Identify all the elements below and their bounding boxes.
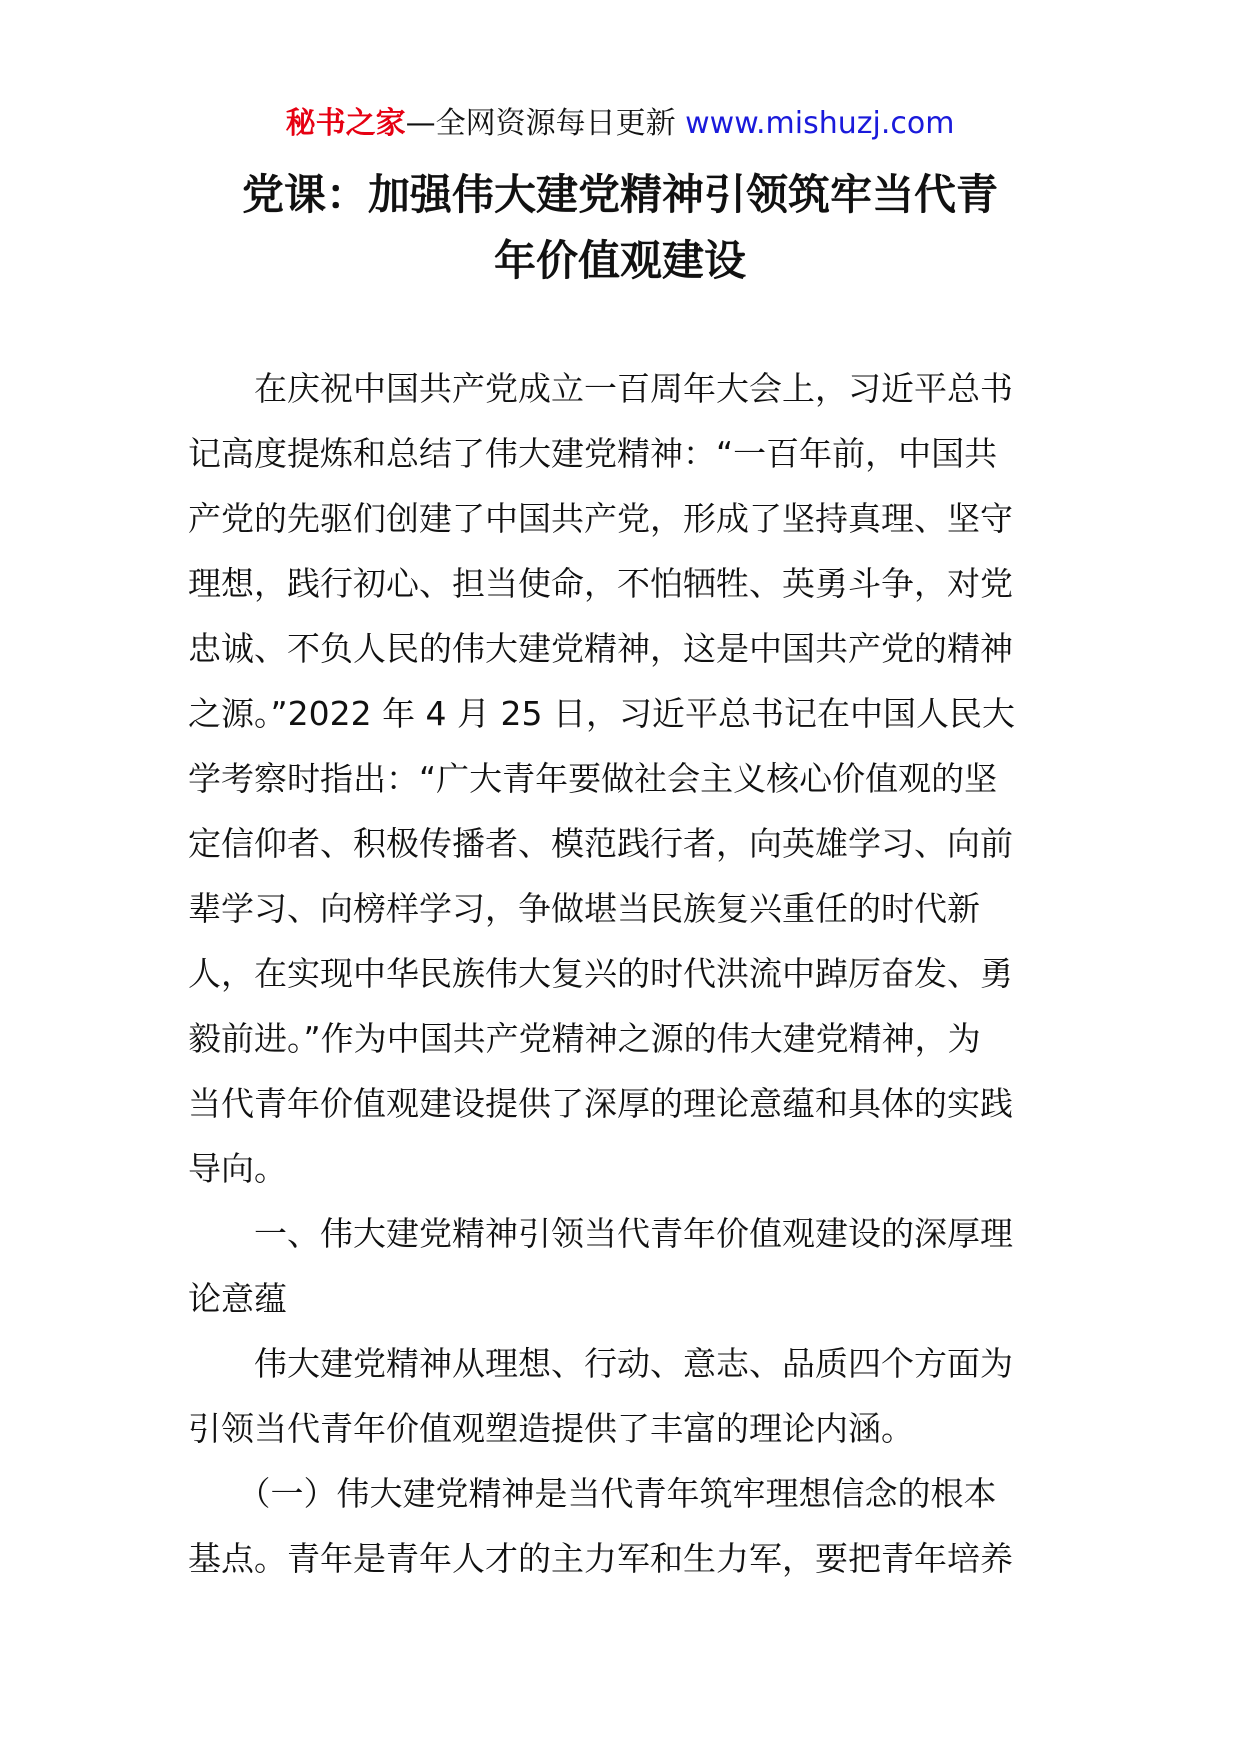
body-line: 导向。 xyxy=(188,1149,287,1188)
body-line: 伟大建党精神从理想、行动、意志、品质四个方面为 xyxy=(188,1344,1013,1383)
body-line: 毅前进。”作为中国共产党精神之源的伟大建党精神，为 xyxy=(188,1019,981,1058)
body-line: 记高度提炼和总结了伟大建党精神：“一百年前，中国共 xyxy=(188,434,998,473)
section-heading-line: 论意蕴 xyxy=(188,1279,287,1318)
body-line: 基点。青年是青年人才的主力军和生力军，要把青年培养 xyxy=(188,1539,1013,1578)
site-brand: 秘书之家 xyxy=(285,106,406,141)
site-header xyxy=(0,104,1240,144)
body-line: 当代青年价值观建设提供了深厚的理论意蕴和具体的实践 xyxy=(188,1084,1013,1123)
section-heading-line: 一、伟大建党精神引领当代青年价值观建设的深厚理 xyxy=(188,1214,1013,1253)
body-line: 忠诚、不负人民的伟大建党精神，这是中国共产党的精神 xyxy=(188,629,1013,668)
body-line: 理想，践行初心、担当使命，不怕牺牲、英勇斗争，对党 xyxy=(188,564,1013,603)
site-url-link[interactable]: www.mishuzj.com xyxy=(685,106,955,141)
body-line: 定信仰者、积极传播者、模范践行者，向英雄学习、向前 xyxy=(188,824,1013,863)
document-body xyxy=(188,356,1063,1591)
site-tagline: —全网资源每日更新 xyxy=(405,106,686,141)
document-title xyxy=(150,162,1090,294)
body-line: 之源。”2022 年 4 月 25 日，习近平总书记在中国人民大 xyxy=(188,694,1016,733)
body-line: 辈学习、向榜样学习，争做堪当民族复兴重任的时代新 xyxy=(188,889,980,928)
title-line: 年价值观建设 xyxy=(493,236,746,285)
title-line: 党课：加强伟大建党精神引领筑牢当代青 xyxy=(241,170,998,219)
body-line: 学考察时指出：“广大青年要做社会主义核心价值观的坚 xyxy=(188,759,998,798)
body-line: 产党的先驱们创建了中国共产党，形成了坚持真理、坚守 xyxy=(188,499,1013,538)
body-line: （一）伟大建党精神是当代青年筑牢理想信念的根本 xyxy=(188,1474,997,1513)
body-line: 人，在实现中华民族伟大复兴的时代洪流中踔厉奋发、勇 xyxy=(188,954,1013,993)
body-line: 在庆祝中国共产党成立一百周年大会上，习近平总书 xyxy=(188,369,1013,408)
body-line: 引领当代青年价值观塑造提供了丰富的理论内涵。 xyxy=(188,1409,914,1448)
